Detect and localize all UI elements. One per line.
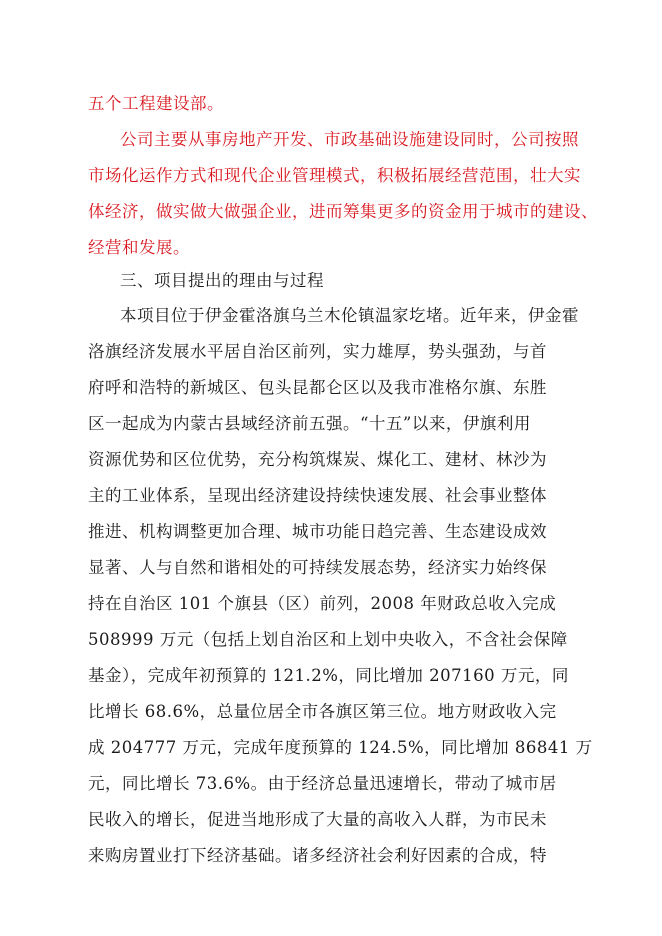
body-line: 508999 万元（包括上划自治区和上划中央收入，不含社会保障 xyxy=(88,630,568,649)
body-line: 基金），完成年初预算的 121.2%，同比增加 207160 万元，同 xyxy=(88,666,569,685)
body-line: 民收入的增长，促进当地形成了大量的高收入人群，为市民未 xyxy=(88,810,547,829)
body-line: 元，同比增长 73.6%。由于经济总量迅速增长，带动了城市居 xyxy=(88,774,557,793)
body-line: 府呼和浩特的新城区、包头昆都仑区以及我市准格尔旗、东胜 xyxy=(88,378,547,397)
body-line: 持在自治区 101 个旗县（区）前列，2008 年财政总收入完成 xyxy=(88,594,557,613)
body-line: 主的工业体系，呈现出经济建设持续快速发展、社会事业整体 xyxy=(88,486,547,505)
body-line: 洛旗经济发展水平居自治区前列，实力雄厚，势头强劲，与首 xyxy=(88,342,547,361)
body-line: 成 204777 万元，完成年度预算的 124.5%，同比增加 86841 万 xyxy=(88,738,593,757)
body-line: 来购房置业打下经济基础。诸多经济社会利好因素的合成，特 xyxy=(88,846,547,865)
red-paragraph-line: 市场化运作方式和现代企业管理模式，积极拓展经营范围，壮大实 xyxy=(88,166,581,185)
red-paragraph-line: 公司主要从事房地产开发、市政基础设施建设同时，公司按照 xyxy=(120,130,579,149)
red-paragraph-line: 体经济，做实做大做强企业，进而筹集更多的资金用于城市的建设、 xyxy=(88,202,598,221)
body-line: 区一起成为内蒙古县域经济前五强。“十五”以来，伊旗利用 xyxy=(88,414,531,433)
body-line: 比增长 68.6%，总量位居全市各旗区第三位。地方财政收入完 xyxy=(88,702,557,721)
red-paragraph-line: 经营和发展。 xyxy=(88,238,190,257)
body-line: 显著、人与自然和谐相处的可持续发展态势，经济实力始终保 xyxy=(88,558,547,577)
body-line: 资源优势和区位优势，充分构筑煤炭、煤化工、建材、林沙为 xyxy=(88,450,547,469)
body-line: 推进、机构调整更加合理、城市功能日趋完善、生态建设成效 xyxy=(88,522,547,541)
body-line: 本项目位于伊金霍洛旗乌兰木伦镇温家圪堵。近年来，伊金霍 xyxy=(120,306,579,325)
section-heading: 三、项目提出的理由与过程 xyxy=(120,271,324,290)
red-paragraph-line: 五个工程建设部。 xyxy=(88,94,224,113)
